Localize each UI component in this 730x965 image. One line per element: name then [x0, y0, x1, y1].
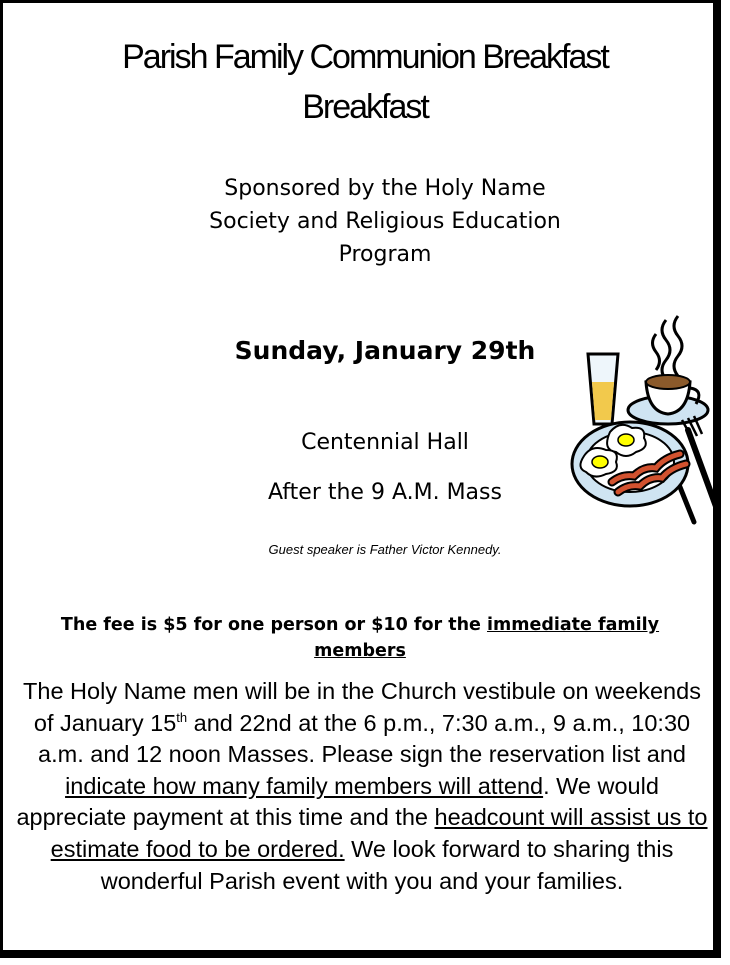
flyer-title: Parish Family Communion Breakfast [122, 38, 608, 76]
sponsor-text: Sponsored by the Holy Name Society and Religious Education Program [209, 176, 561, 267]
fork-icon [688, 430, 718, 512]
event-date: Sunday, January 29th [234, 336, 536, 365]
coffee-icon [646, 375, 690, 389]
yolk-icon [618, 434, 634, 446]
steam-icon [662, 320, 670, 380]
flyer-title-continued: Breakfast [302, 88, 428, 126]
event-time: After the 9 A.M. Mass [268, 480, 502, 505]
body-paragraph: The Holy Name men will be in the Church vestibule on weekends of January 15th and 22nd at the 6 p.m., 7:30 a.m., 9 a.m., 10:30 a.m. and 12 noon Masses. Please sign the reservation list and indicate how many family members will attend. We would appreciate payment at this time and the headcount will assist us to estimate food to be ordered. We look forward to sharing this wonderful Parish event with you and your families. [16, 678, 708, 894]
event-location: Centennial Hall [301, 430, 469, 455]
fee-notice: The fee is $5 for one person or $10 for the immediate family members [60, 615, 660, 661]
breakfast-clipart [570, 312, 720, 532]
guest-speaker: Guest speaker is Father Victor Kennedy. [268, 542, 502, 557]
juice-icon [592, 382, 614, 420]
yolk-icon [592, 456, 608, 468]
steam-icon [674, 316, 682, 376]
steam-icon [653, 334, 660, 370]
